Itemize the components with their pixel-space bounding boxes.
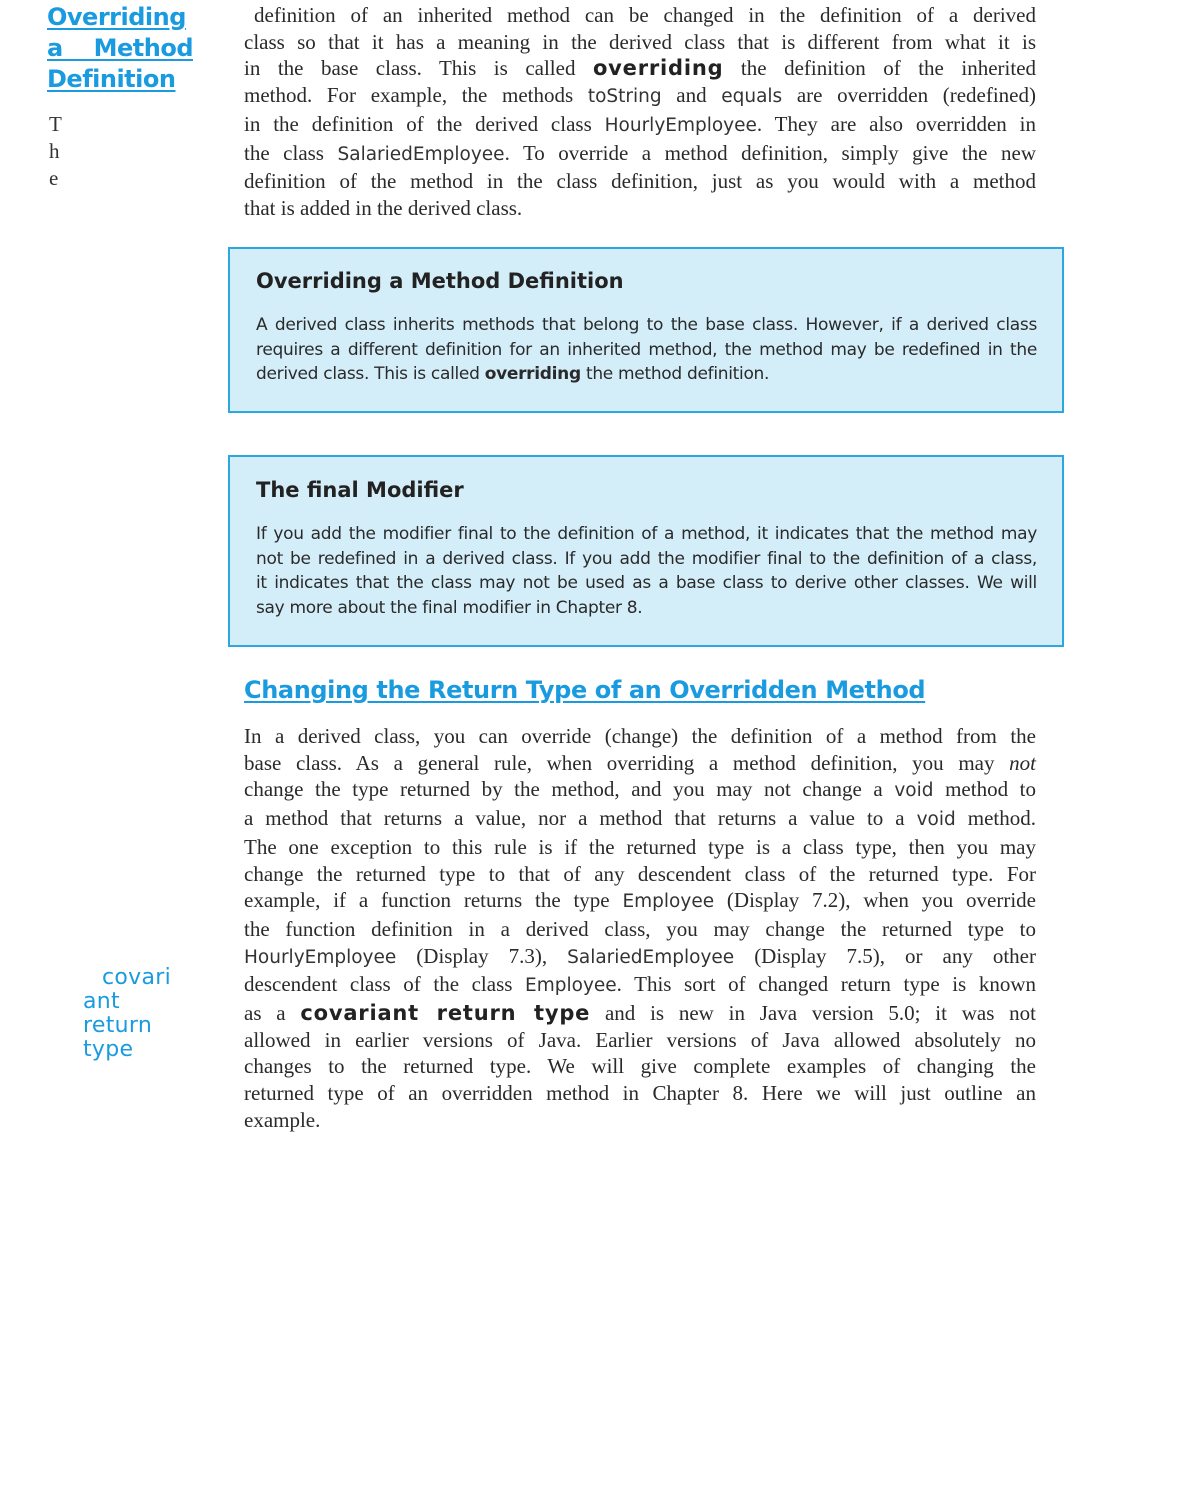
text-line [244, 943, 1036, 972]
margin-term-line: ant [83, 989, 120, 1014]
margin-term-covariant [83, 966, 193, 1062]
code-token: void [916, 809, 956, 831]
code-token: equals [721, 86, 783, 108]
text-run: not be redefined in a derived class. If you add the modifier [256, 548, 768, 569]
margin-heading-line: Definition [47, 65, 176, 93]
code-token: final [457, 524, 493, 544]
text-run: as a [244, 1001, 301, 1026]
code-token: HourlyEmployee [604, 114, 757, 136]
text-line: that is added in the derived class. [244, 195, 523, 220]
text-run: change the type returned by the method, and you may not change a [244, 777, 895, 802]
text-run: If you add the modifier [256, 524, 458, 544]
text-run: method. For example, the methods [244, 83, 588, 108]
dropcap-stack [49, 111, 69, 192]
text-run: (Display 7.2), when you override [714, 888, 1036, 913]
text-line [256, 596, 1037, 621]
text-line: changes to the returned type. We will give complete examples of changing the [244, 1054, 1036, 1079]
text-run: descendent class of the class [244, 972, 526, 997]
text-line: change the returned type to that of any descendent class of the returned type. For [244, 861, 1036, 886]
text-line [244, 82, 1036, 111]
text-line: it indicates that the class may not be used as a base class to derive other classes. We will [256, 573, 1037, 593]
section-paragraph [244, 723, 1036, 1134]
text-line [244, 1000, 1036, 1027]
text-run: . They are also overridden in [756, 111, 1036, 136]
code-token: Employee [622, 891, 715, 913]
overriding-definition-box [228, 247, 1064, 413]
text-run: modifier in Chapter 8. [457, 597, 643, 618]
text-run: and [661, 83, 722, 108]
margin-heading [47, 2, 193, 95]
code-token: Employee [525, 975, 617, 997]
text-line [244, 887, 1036, 916]
key-term: covariant return type [300, 1001, 591, 1026]
box-body [256, 313, 1037, 387]
dropcap-letter: h [49, 139, 60, 163]
text-run: are overridden (redefined) [782, 83, 1036, 108]
text-line [244, 55, 1036, 82]
code-token: final [767, 548, 803, 569]
text-run: in the definition of the derived class [244, 111, 605, 136]
text-line: the function definition in a derived class, you may change the returned type to [244, 916, 1036, 941]
margin-heading-line: a Method [47, 34, 193, 62]
text-run: (Display 7.3), [396, 943, 568, 968]
text-line [256, 522, 1037, 547]
text-run: The [256, 478, 307, 502]
code-token: void [894, 780, 934, 802]
text-line: A derived class inherits methods that belong to the base class. However, if a derived class [256, 315, 1037, 335]
key-term: overriding [592, 56, 724, 81]
box-body [256, 522, 1037, 620]
margin-term-line: type [83, 1037, 134, 1062]
box-title: Overriding a Method Definition [256, 269, 624, 293]
text-run: say more about the [256, 597, 423, 618]
text-run: and is new in Java version 5.0; it was not [590, 1001, 1036, 1026]
code-token: SalariedEmployee [567, 946, 735, 968]
text-run: base class. As a general rule, when overriding a method definition, you may [244, 750, 1010, 775]
text-run: method to [933, 777, 1036, 802]
text-line: In a derived class, you can override (change) the definition of a method from the [244, 724, 1036, 748]
code-token: final [306, 478, 359, 502]
text-run: the class [244, 140, 338, 165]
text-line: definition of the method in the class definition, just as you would with a method [244, 169, 1036, 194]
text-line: The one exception to this rule is if the returned type is a class type, then you may [244, 834, 1036, 859]
margin-term-line: return [83, 1013, 153, 1038]
text-line [244, 805, 1036, 834]
text-run: the definition of the inherited [723, 56, 1037, 81]
text-line [244, 140, 1036, 169]
text-line [244, 750, 1036, 777]
text-run: Modifier [358, 478, 464, 502]
text-line [244, 971, 1036, 1000]
emphasis: not [1009, 750, 1036, 775]
intro-paragraph [244, 2, 1036, 222]
bold-term: overriding [484, 364, 581, 384]
text-run: derived class. This is called [256, 364, 485, 384]
text-run: . To override a method definition, simply give the new [504, 140, 1036, 165]
text-line [256, 362, 1037, 387]
text-line: allowed in earlier versions of Java. Earlier versions of Java allowed absolutely no [244, 1027, 1036, 1052]
text-line: returned type of an overridden method in Chapter 8. Here we will just outline an [244, 1081, 1036, 1106]
text-line: definition of an inherited method can be changed in the definition of a derived [254, 3, 1036, 27]
text-line: class so that it has a meaning in the derived class that is different from what it is [244, 29, 1036, 54]
dropcap-letter: e [49, 166, 59, 190]
text-run: to the definition of a class, [802, 548, 1037, 569]
text-run: method. [955, 806, 1036, 831]
text-run: . This sort of changed return type is known [616, 972, 1036, 997]
text-run: a method that returns a value, nor a method that returns a value to a [244, 806, 917, 831]
text-line: example. [244, 1107, 321, 1132]
dropcap-letter: T [49, 112, 62, 136]
text-line [256, 547, 1037, 572]
section-heading: Changing the Return Type of an Overridden Method [244, 676, 926, 704]
text-line [244, 776, 1036, 805]
code-token: SalariedEmployee [337, 143, 505, 165]
box-title [256, 478, 464, 502]
text-line [244, 111, 1036, 140]
text-run: in the base class. This is called [244, 56, 593, 81]
text-run: the method definition. [580, 364, 770, 384]
code-token: toString [587, 86, 662, 108]
margin-heading-line: Overriding [47, 3, 186, 31]
final-modifier-box [228, 455, 1064, 647]
code-token: final [422, 597, 458, 618]
text-run: example, if a function returns the type [244, 888, 623, 913]
code-token: HourlyEmployee [244, 946, 397, 968]
margin-term-line: covari [102, 965, 172, 990]
text-line: requires a different definition for an inherited method, the method may be redefined in the [256, 339, 1037, 360]
text-run: (Display 7.5), or any other [734, 943, 1036, 968]
text-run: to the definition of a method, it indicates that the method may [492, 524, 1037, 544]
